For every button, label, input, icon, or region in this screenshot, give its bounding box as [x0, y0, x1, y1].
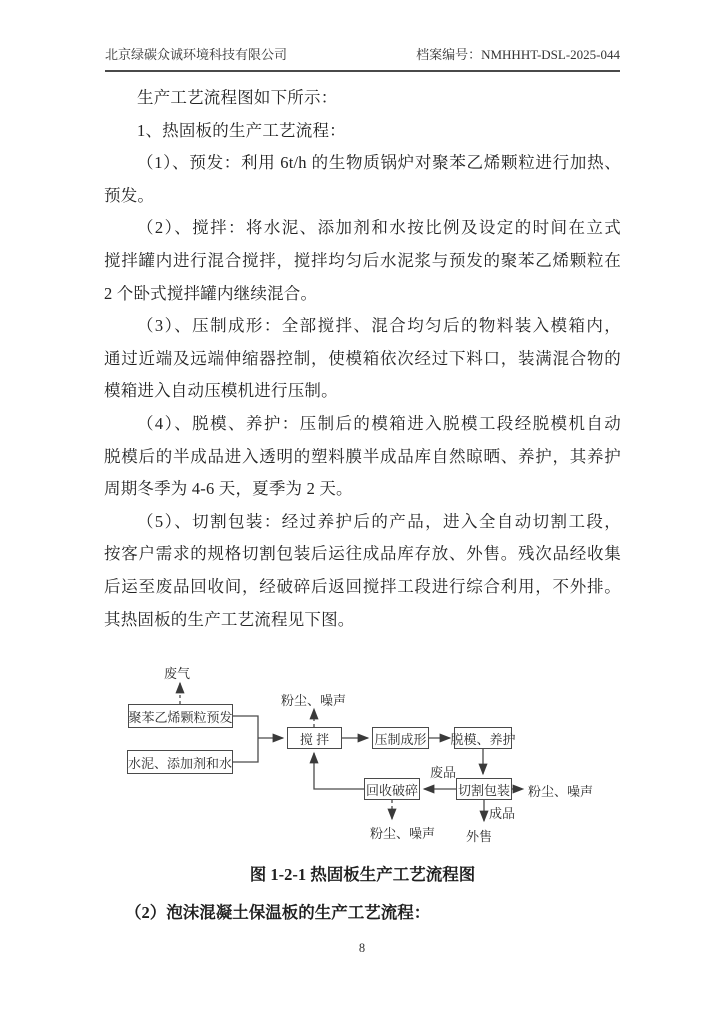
body-text — [104, 82, 621, 636]
process-flow-diagram — [100, 650, 630, 850]
diagram-box-demold: 脱模、养护 — [454, 727, 512, 749]
diagram-box-recycle: 回收破碎 — [364, 778, 420, 800]
arrow-recycle-to-mix — [314, 753, 364, 789]
text-line: （2）、搅拌：将水泥、添加剂和水按比例及设定的时间在立式 — [137, 218, 621, 238]
diagram-box-mix: 搅 拌 — [287, 727, 342, 749]
text-line: 2 个卧式搅拌罐内继续混合。 — [104, 283, 318, 303]
text-line: （4）、脱模、养护：压制后的模箱进入脱模工段经脱模机自动 — [137, 413, 621, 433]
diagram-box-cut: 切割包装 — [456, 778, 512, 800]
doc-number — [416, 44, 620, 63]
doc-number-label: 档案编号： — [416, 47, 482, 62]
text-line: （1）、预发：利用 6t/h 的生物质锅炉对聚苯乙烯颗粒进行加热、 — [137, 153, 621, 173]
figure-caption: 图 1-2-1 热固板生产工艺流程图 — [249, 865, 476, 884]
text-line: 其热固板的生产工艺流程见下图。 — [104, 609, 355, 629]
text-line: （5）、切割包装：经过养护后的产品，进入全自动切割工段， — [137, 511, 621, 531]
page-number: 8 — [358, 941, 366, 955]
text-line: 1、热固板的生产工艺流程： — [137, 120, 346, 140]
diagram-box-prefoam: 聚苯乙烯颗粒预发 — [128, 704, 233, 728]
text-line: 预发。 — [104, 185, 155, 205]
text-line: 通过近端及远端伸缩器控制，使模箱依次经过下料口，装满混合物的 — [104, 348, 621, 368]
diagram-box-materials: 水泥、添加剂和水 — [127, 750, 233, 774]
page-header — [105, 44, 620, 72]
text-line: 脱模后的半成品进入透明的塑料膜半成品库自然晾晒、养护，其养护 — [104, 446, 621, 466]
label-scrap: 废品 — [430, 765, 457, 780]
diagram-box-press: 压制成形 — [372, 727, 429, 749]
text-line: 搅拌罐内进行混合搅拌，搅拌均匀后水泥浆与预发的聚苯乙烯颗粒在 — [104, 250, 621, 270]
label-dust-noise-recycle: 粉尘、噪声 — [370, 826, 436, 841]
doc-number-value: NMHHHT-DSL-2025-044 — [481, 47, 620, 62]
label-product: 成品 — [489, 806, 516, 821]
text-line: 按客户需求的规格切割包装后运往成品库存放、外售。残次品经收集 — [104, 544, 621, 564]
section-heading: （2）泡沫混凝土保温板的生产工艺流程： — [125, 903, 431, 922]
merge-line — [233, 716, 258, 762]
text-line: 周期冬季为 4-6 天，夏季为 2 天。 — [104, 479, 353, 499]
label-dust-noise-mix: 粉尘、噪声 — [281, 693, 347, 708]
text-line: 生产工艺流程图如下所示： — [137, 88, 338, 107]
label-dust-noise-cut: 粉尘、噪声 — [528, 784, 594, 799]
company-name: 北京绿碳众诚环境科技有限公司 — [105, 47, 288, 62]
text-line: 后运至废品回收间，经破碎后返回搅拌工段进行综合利用，不外排。 — [104, 576, 621, 596]
label-sale: 外售 — [466, 829, 493, 844]
label-waste-gas: 废气 — [164, 666, 191, 681]
text-line: 模箱进入自动压模机进行压制。 — [104, 381, 338, 401]
text-line: （3）、压制成形：全部搅拌、混合均匀后的物料装入模箱内， — [137, 316, 621, 336]
